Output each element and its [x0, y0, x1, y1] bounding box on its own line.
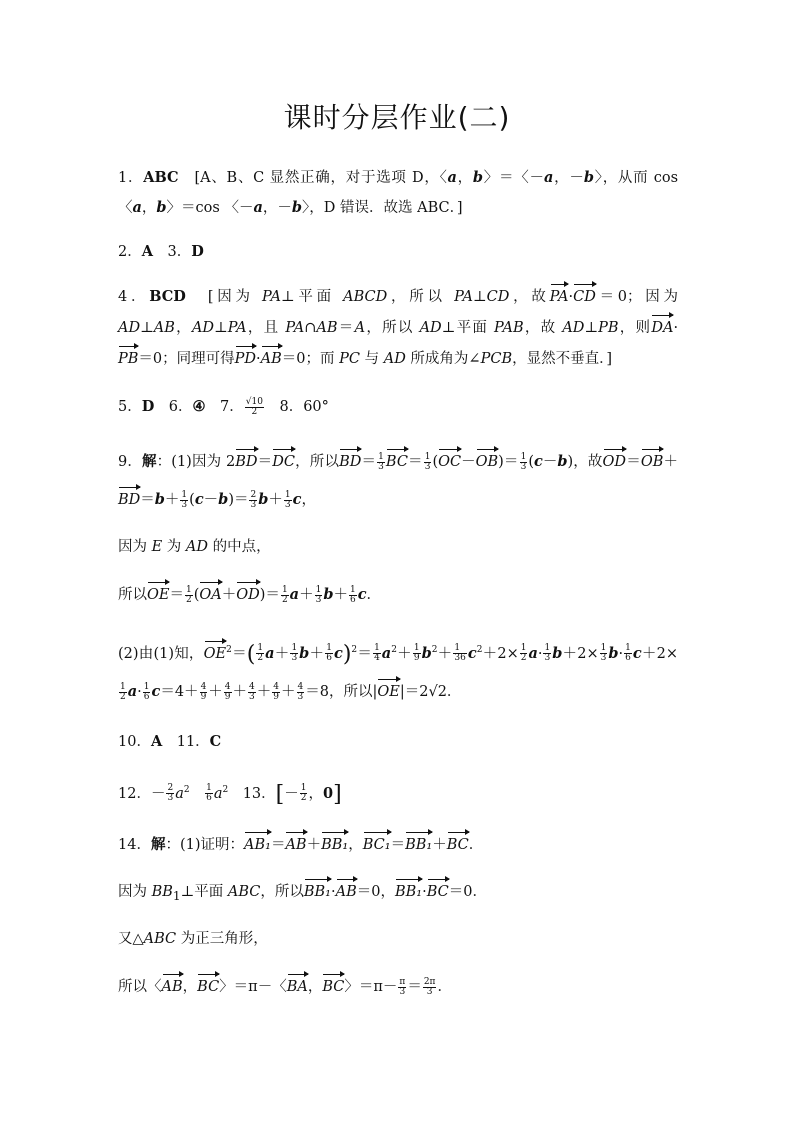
answer-9-line-2: BD＝b＋ $\frac{1}{3}$ (c－b)＝ $\frac{2}{3}$ b＋ $\frac{1}{3}$ c，	[118, 489, 316, 510]
page-title: 课时分层作业(二)	[283, 101, 511, 134]
answer-14-line-4: 所以〈AB，BC〉＝π－〈BA，BC〉＝π－ $\frac{\pi}{3}$ ＝ $\frac{2\pi}{3}$ ．	[118, 976, 452, 997]
answer-10-11: 10．A 11．C	[118, 733, 222, 750]
answer-4-line-3: PB＝0；同理可得PD·AB＝0；而 PC 与 AD 所成角为∠PCB，显然不垂直．]	[118, 351, 613, 367]
answer-9-line-5: (2)由(1)知，$OE^2=$( $\frac{1}{2}$ a＋ $\frac{1}{3}$ b＋ $\frac{1}{6}$ c)$^2$＝ $\frac{1}{4}$ $a^2+$ $\frac{1}{9}$ $b^2+$ $\frac{1}{36}$ $c^2+2\times$ $\frac{1}{2}$ a· $\frac{1}{3}$ b＋2× $\frac{1}{3}$ b· $\frac{1}{6}$ c＋2×	[118, 641, 678, 667]
answer-2-3: 2．A 3．D	[118, 243, 204, 260]
answer-4-line-1: 4．BCD [因为 PA⊥平面 ABCD，所以 PA⊥CD，故PA·CD＝0；因为	[118, 288, 679, 305]
answer-9-line-1: 9．解：(1)因为 2BD＝DC，所以BD＝ $\frac{1}{3}$ BC＝ $\frac{1}{3}$ (OC－OB)＝ $\frac{1}{3}$ (c－b)，故OD＝OB＋	[118, 451, 679, 472]
answer-9-line-3: 因为 E 为 AD 的中点，	[118, 539, 271, 555]
answer-4-line-2: AD⊥AB，AD⊥PA，且 PA∩AB＝A，所以 AD⊥平面 PAB，故 AD⊥PB，则DA·	[118, 320, 679, 336]
answer-12-13: 12．－ $\frac{2}{3}$ $a^2$ $\frac{1}{6}$ $a^2$ 13．[－ $\frac{1}{2}$ ，0]	[118, 781, 342, 807]
answer-1-line-2: 〈a，b〉＝cos 〈－a，－b〉，D 错误．故选 ABC．]	[118, 199, 463, 216]
answer-9-line-6: $\frac{1}{2}$ a· $\frac{1}{6}$ c＝4＋ $\frac{4}{9}$ ＋ $\frac{4}{9}$ ＋ $\frac{4}{3}$ ＋ $\frac{4}{9}$ ＋ $\frac{4}{3}$ ＝8，所以|OE|＝2√2．	[120, 681, 462, 702]
answer-14-line-2: 因为 $BB_1\perp$平面 ABC，所以BB₁·AB＝0，BB₁·BC＝0．	[118, 884, 487, 903]
answer-5-8: 5．D 6．④ 7． $\frac{√10}{2}$ 8．60°	[118, 396, 329, 417]
answer-1-line-1: 1．ABC [A、B、C 显然正确，对于选项 D，〈a，b〉＝〈－a，－b〉，从而 cos	[118, 169, 679, 186]
answer-9-line-4: 所以OE＝ $\frac{1}{2}$ (OA＋OD)＝ $\frac{1}{2}$ a＋ $\frac{1}{3}$ b＋ $\frac{1}{6}$ c．	[118, 584, 382, 605]
answer-14-line-3: 又△ABC 为正三角形，	[118, 931, 268, 947]
answer-14-line-1: 14．解：(1)证明：AB₁＝AB＋BB₁，BC₁＝BB₁＋BC．	[118, 836, 484, 853]
